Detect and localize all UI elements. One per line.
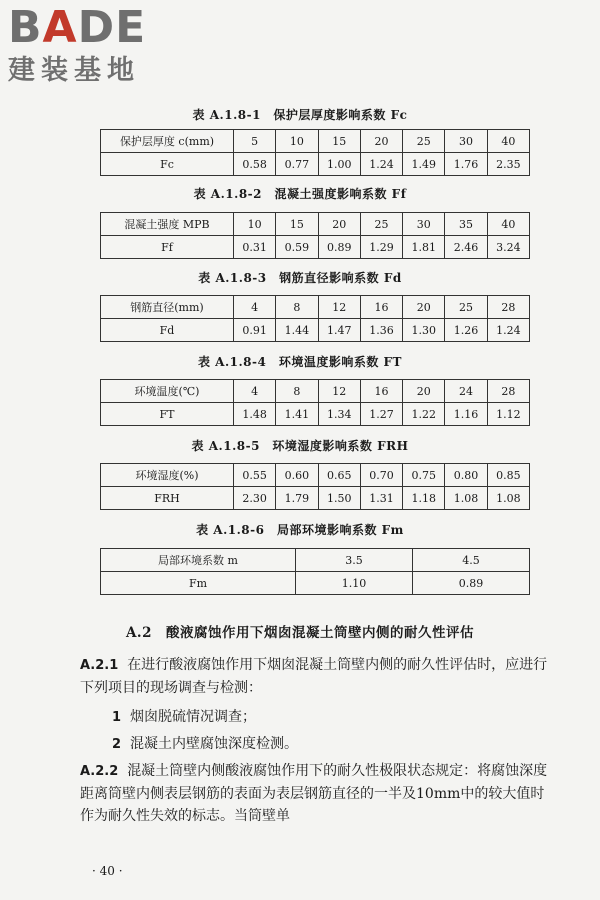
table-cell: 1.00 [318,153,360,176]
table-cell: 25 [445,296,487,319]
table-cell: 0.31 [234,236,276,259]
table-cell: 0.85 [487,464,529,487]
table-caption-2: 表 A.1.8-2 混凝土强度影响系数 Ff [193,187,407,201]
table-cell: 1.29 [360,236,402,259]
table-cell: 1.12 [487,403,529,426]
table-cell: 4.5 [413,549,530,572]
table-cell: 1.30 [403,319,445,342]
table-cell: 混凝土强度 MPB [101,213,234,236]
table-cell: 12 [318,380,360,403]
table-cell: 环境湿度(%) [101,464,234,487]
table-cell: 16 [360,380,402,403]
table-cell: 0.65 [318,464,360,487]
table-cell: 28 [487,380,529,403]
table-row [101,487,530,510]
logo [8,4,178,94]
table-row [101,236,530,259]
table-caption-1: 表 A.1.8-1 保护层厚度影响系数 Fc [192,108,408,122]
table-cell: 1.36 [360,319,402,342]
table-caption-3: 表 A.1.8-3 钢筋直径影响系数 Fd [198,271,402,285]
table-cell: 20 [360,130,402,153]
table-local-environment [100,548,530,595]
table-row [101,380,530,403]
table-cell: 0.89 [413,572,530,595]
table-cell: 20 [403,380,445,403]
table-cell: 35 [445,213,487,236]
paragraph-a22 [80,760,550,827]
clause-number: A.2.1 [80,658,119,673]
table-cell: 1.08 [487,487,529,510]
section-title: A.2 酸液腐蚀作用下烟囱混凝土筒壁内侧的耐久性评估 [125,625,475,641]
table-cell: FRH [101,487,234,510]
table-cell: 1.44 [276,319,318,342]
table-cell: 10 [276,130,318,153]
table-ambient-temperature [100,379,530,426]
table-cell: 12 [318,296,360,319]
table-cell: 15 [318,130,360,153]
table-cell: 保护层厚度 c(mm) [101,130,234,153]
table-cell: 1.31 [360,487,402,510]
clause-text: 混凝土筒壁内侧酸液腐蚀作用下的耐久性极限状态规定：将腐蚀深度距离筒壁内侧表层钢筋的表面为表层钢筋直径的一半及10mm中的较大值时作为耐久性失效的标志。当筒壁单 [80,763,548,824]
table-cell: 0.60 [276,464,318,487]
table-cell: 25 [360,213,402,236]
list-item-number: 1 [112,710,122,725]
table-cell: 20 [318,213,360,236]
table-cell: 8 [276,296,318,319]
table-cell: 0.75 [403,464,445,487]
table-cell: 0.55 [234,464,276,487]
table-cell: 0.91 [234,319,276,342]
table-cell: 2.46 [445,236,487,259]
table-cell: Fc [101,153,234,176]
table-cell: 25 [403,130,445,153]
table-cell: 20 [403,296,445,319]
table-cell: 3.5 [296,549,413,572]
table-row [101,130,530,153]
list-item [112,733,298,756]
table-caption-5: 表 A.1.8-5 环境湿度影响系数 FRH [191,439,409,453]
table-cell: 0.58 [234,153,276,176]
table-row [101,319,530,342]
table-cell: 环境温度(℃) [101,380,234,403]
table-cell: 1.27 [360,403,402,426]
table-cell: 15 [276,213,318,236]
table-cell: FT [101,403,234,426]
table-cell: 0.89 [318,236,360,259]
table-cell: 24 [445,380,487,403]
list-item-text: 烟囱脱硫情况调查； [129,709,256,725]
list-item [112,706,256,729]
table-cell: 4 [234,296,276,319]
table-cell: 1.34 [318,403,360,426]
table-row [101,464,530,487]
table-cell: Fm [101,572,296,595]
table-cell: 40 [487,213,529,236]
table-cell: 10 [234,213,276,236]
list-item-text: 混凝土内壁腐蚀深度检测。 [129,736,298,752]
table-row [101,572,530,595]
list-item-number: 2 [112,737,122,752]
page-number: · 40 · [92,864,123,878]
table-cell: 2.35 [487,153,529,176]
table-cell: 1.76 [445,153,487,176]
table-row [101,403,530,426]
table-cell: 1.79 [276,487,318,510]
table-cell: 2.30 [234,487,276,510]
table-cell: 0.80 [445,464,487,487]
table-cell: 1.10 [296,572,413,595]
table-cell: 1.18 [403,487,445,510]
table-cell: 28 [487,296,529,319]
table-cell: 30 [445,130,487,153]
clause-text: 在进行酸液腐蚀作用下烟囱混凝土筒壁内侧的耐久性评估时，应进行下列项目的现场调查与检测： [80,657,548,696]
table-cell: 1.22 [403,403,445,426]
table-cover-thickness [100,129,530,176]
table-row [101,213,530,236]
paragraph-a21 [80,654,550,699]
table-cell: 0.77 [276,153,318,176]
table-cell: 局部环境系数 m [101,549,296,572]
table-concrete-strength [100,212,530,259]
table-cell: 1.48 [234,403,276,426]
table-cell: 30 [403,213,445,236]
table-cell: 1.16 [445,403,487,426]
table-row [101,153,530,176]
table-cell: Fd [101,319,234,342]
table-rebar-diameter [100,295,530,342]
table-cell: 1.50 [318,487,360,510]
table-cell: 1.24 [487,319,529,342]
table-cell: 1.08 [445,487,487,510]
table-cell: Ff [101,236,234,259]
table-row [101,296,530,319]
table-cell: 1.47 [318,319,360,342]
table-cell: 1.26 [445,319,487,342]
table-caption-4: 表 A.1.8-4 环境温度影响系数 FT [197,355,402,369]
table-caption-6: 表 A.1.8-6 局部环境影响系数 Fm [196,523,404,537]
table-cell: 3.24 [487,236,529,259]
table-cell: 16 [360,296,402,319]
table-cell: 1.41 [276,403,318,426]
clause-number: A.2.2 [80,764,119,779]
logo-wordmark: BADE [8,2,147,53]
table-row [101,549,530,572]
table-cell: 1.81 [403,236,445,259]
table-ambient-humidity [100,463,530,510]
table-cell: 钢筋直径(mm) [101,296,234,319]
table-cell: 5 [234,130,276,153]
table-cell: 1.49 [403,153,445,176]
table-cell: 0.59 [276,236,318,259]
table-cell: 4 [234,380,276,403]
table-cell: 40 [487,130,529,153]
table-cell: 1.24 [360,153,402,176]
table-cell: 0.70 [360,464,402,487]
table-cell: 8 [276,380,318,403]
logo-subtitle: 建装基地 [8,55,140,86]
